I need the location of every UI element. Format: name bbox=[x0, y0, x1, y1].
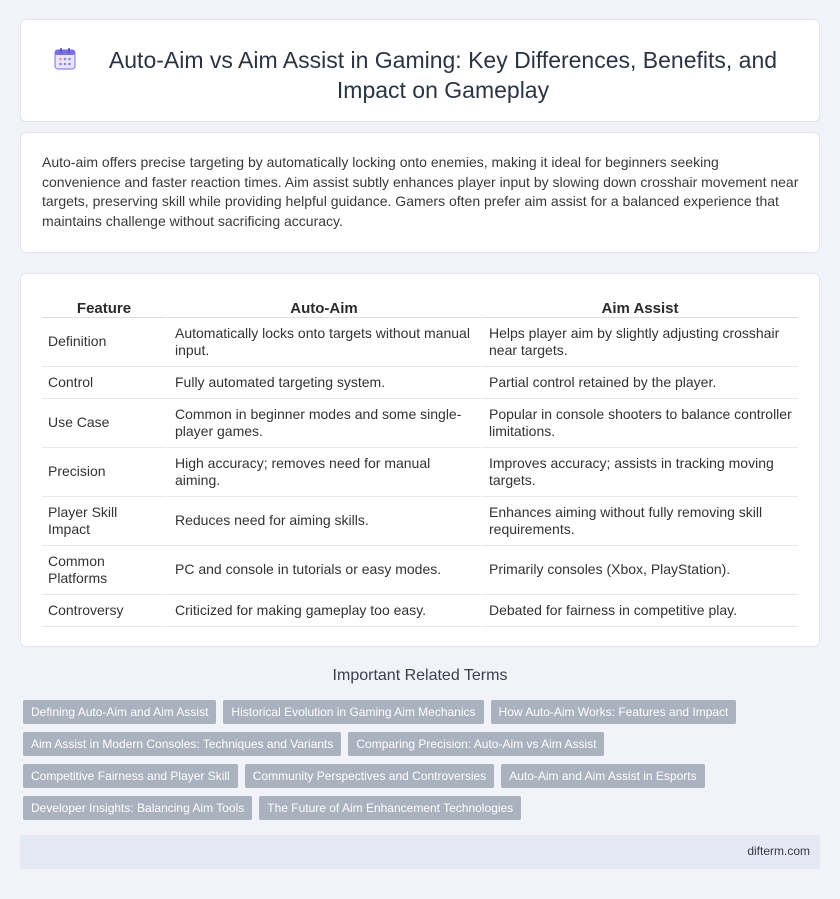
intro-paragraph: Auto-aim offers precise targeting by automatically locking onto enemies, making it ideal for beginners seeking convenience and faster reaction times. Aim assist subtly enhances player input by slowing down crosshair movement near targets, preserving skill while providing helpful guidance. Gamers often prefer aim assist for a balanced experience that maintains challenge without sacrificing accuracy. bbox=[42, 154, 799, 229]
row-auto-aim: High accuracy; removes need for manual aiming. bbox=[166, 448, 480, 497]
table-row bbox=[42, 367, 798, 399]
table-row bbox=[42, 546, 798, 595]
row-aim-assist: Partial control retained by the player. bbox=[480, 367, 798, 399]
table-header-row bbox=[42, 292, 798, 318]
row-feature: Common Platforms bbox=[42, 546, 166, 595]
related-term-tag[interactable]: Historical Evolution in Gaming Aim Mechanics bbox=[223, 700, 483, 724]
row-feature: Player Skill Impact bbox=[42, 497, 166, 546]
table-row bbox=[42, 497, 798, 546]
row-feature: Use Case bbox=[42, 399, 166, 448]
related-term-tag[interactable]: Aim Assist in Modern Consoles: Techniques and Variants bbox=[23, 732, 341, 756]
calendar-icon bbox=[52, 46, 78, 72]
row-aim-assist: Improves accuracy; assists in tracking moving targets. bbox=[480, 448, 798, 497]
row-auto-aim: Fully automated targeting system. bbox=[166, 367, 480, 399]
table-row bbox=[42, 318, 798, 367]
intro-card bbox=[20, 132, 820, 253]
row-auto-aim: Reduces need for aiming skills. bbox=[166, 497, 480, 546]
related-terms-list bbox=[23, 700, 783, 820]
row-feature: Precision bbox=[42, 448, 166, 497]
related-term-tag[interactable]: How Auto-Aim Works: Features and Impact bbox=[491, 700, 737, 724]
comparison-table-card bbox=[20, 273, 820, 647]
related-term-tag[interactable]: Developer Insights: Balancing Aim Tools bbox=[23, 796, 252, 820]
related-terms-title: Important Related Terms bbox=[332, 667, 508, 684]
table-row bbox=[42, 448, 798, 497]
row-auto-aim: PC and console in tutorials or easy modes. bbox=[166, 546, 480, 595]
related-term-tag[interactable]: Auto-Aim and Aim Assist in Esports bbox=[501, 764, 704, 788]
row-feature: Control bbox=[42, 367, 166, 399]
footer-site-link[interactable]: difterm.com bbox=[747, 844, 810, 858]
row-aim-assist: Popular in console shooters to balance controller limitations. bbox=[480, 399, 798, 448]
related-term-tag[interactable]: Comparing Precision: Auto-Aim vs Aim Assist bbox=[348, 732, 604, 756]
row-feature: Controversy bbox=[42, 595, 166, 627]
page-title: Auto-Aim vs Aim Assist in Gaming: Key Differences, Benefits, and Impact on Gameplay bbox=[108, 47, 778, 103]
row-auto-aim: Common in beginner modes and some single-player games. bbox=[166, 399, 480, 448]
related-term-tag[interactable]: Community Perspectives and Controversies bbox=[245, 764, 494, 788]
column-header-aim-assist: Aim Assist bbox=[480, 292, 798, 318]
header-card bbox=[20, 19, 820, 122]
related-term-tag[interactable]: The Future of Aim Enhancement Technologies bbox=[259, 796, 521, 820]
footer bbox=[20, 835, 820, 869]
table-row bbox=[42, 595, 798, 627]
column-header-auto-aim: Auto-Aim bbox=[166, 292, 480, 318]
row-auto-aim: Criticized for making gameplay too easy. bbox=[166, 595, 480, 627]
row-aim-assist: Debated for fairness in competitive play. bbox=[480, 595, 798, 627]
column-header-feature: Feature bbox=[42, 292, 166, 318]
row-feature: Definition bbox=[42, 318, 166, 367]
related-term-tag[interactable]: Competitive Fairness and Player Skill bbox=[23, 764, 238, 788]
row-aim-assist: Enhances aiming without fully removing skill requirements. bbox=[480, 497, 798, 546]
related-term-tag[interactable]: Defining Auto-Aim and Aim Assist bbox=[23, 700, 216, 724]
row-aim-assist: Primarily consoles (Xbox, PlayStation). bbox=[480, 546, 798, 595]
row-auto-aim: Automatically locks onto targets without manual input. bbox=[166, 318, 480, 367]
comparison-table bbox=[42, 292, 798, 627]
table-row bbox=[42, 399, 798, 448]
row-aim-assist: Helps player aim by slightly adjusting crosshair near targets. bbox=[480, 318, 798, 367]
